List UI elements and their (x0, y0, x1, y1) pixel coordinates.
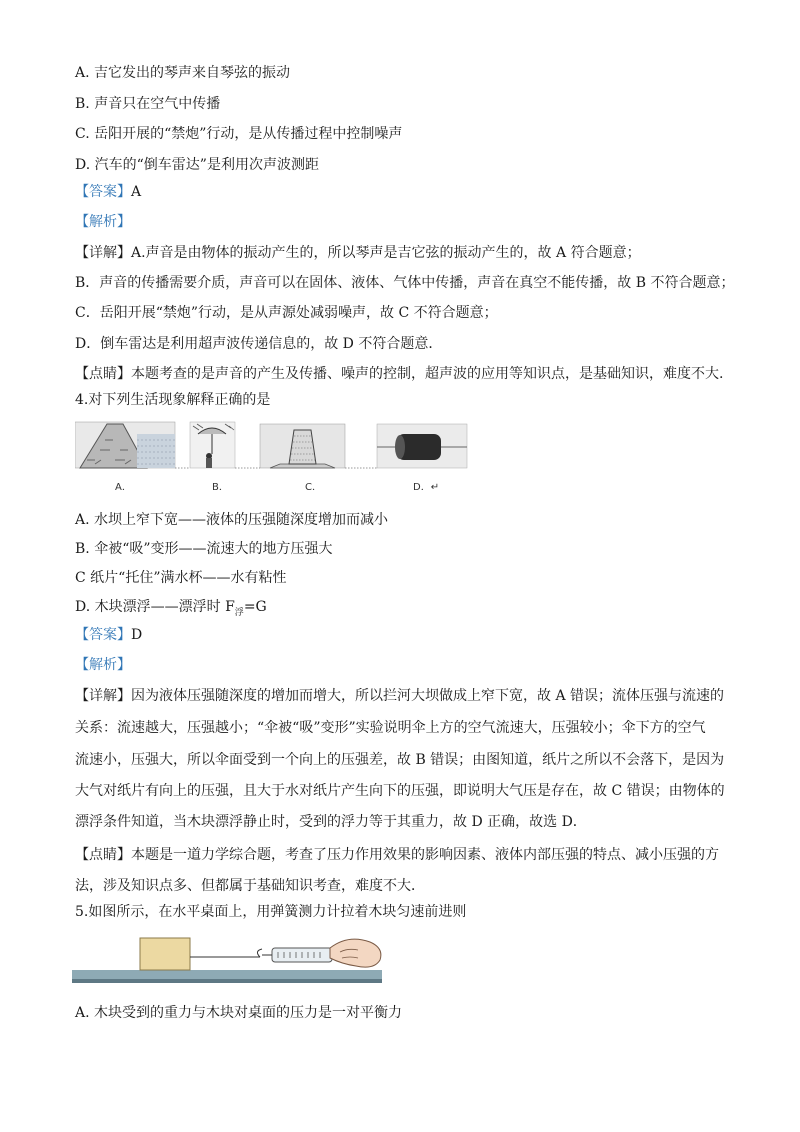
q3-option-c: C. 岳阳开展的“禁炮”行动，是从传播过程中控制噪声 (75, 126, 403, 142)
fig-label-a: A． (115, 482, 132, 493)
q4-detail-line-3: 流速小，压强大，所以伞面受到一个向上的压强差，故 B 错误；由图知道，纸片之所以不会落下，是因为 (75, 752, 725, 768)
q5-figure (72, 930, 392, 986)
q4-option-a: A. 水坝上窄下宽——液体的压强随深度增加而减小 (75, 512, 389, 528)
q3-comment-line: 【点睛】本题考查的是声音的产生及传播、噪声的控制，超声波的应用等知识点，是基础知识，难度不大. (75, 366, 724, 382)
dam-illustration (75, 422, 175, 468)
comment-tag: 【点睛】 (75, 366, 131, 382)
answer-tag: 【答案】 (75, 184, 131, 200)
q4-detail-line-1: 【详解】因为液体压强随深度的增加而增大，所以拦河大坝做成上窄下宽，故 A 错误；流体压强与流速的 (75, 688, 725, 704)
fig-label-b: B． (212, 482, 229, 493)
q3-option-b: B. 声音只在空气中传播 (75, 96, 221, 112)
q3-option-a: A. 吉它发出的琴声来自琴弦的振动 (75, 65, 291, 81)
q4-detail-line-2: 关系：流速越大，压强越小；“伞被“吸”变形”实验说明伞上方的空气流速大，压强较小；伞下方的空气 (75, 720, 706, 736)
q3-detail-line-1: 【详解】A.声音是由物体的振动产生的，所以琴声是吉它弦的振动产生的，故 A 符合题意； (75, 245, 641, 261)
q4-option-b: B. 伞被“吸”变形——流速大的地方压强大 (75, 541, 333, 557)
fig-label-c: C． (305, 482, 322, 493)
q4-detail-line-5: 漂浮条件知道，当木块漂浮静止时，受到的浮力等于其重力，故 D 正确，故选 D． (75, 814, 587, 830)
buoyancy-subscript: 浮 (234, 607, 244, 618)
q3-analysis-tag: 【解析】 (75, 214, 131, 230)
q3-detail-line-3: C．岳阳开展“禁炮”行动，是从声源处减弱噪声，故 C 不符合题意； (75, 305, 498, 321)
wood-block (140, 938, 190, 970)
q4-answer-line: 【答案】D (75, 627, 143, 643)
q4-comment-line-1: 【点睛】本题是一道力学综合题，考查了压力作用效果的影响因素、液体内部压强的特点、减小压强的方 (75, 847, 719, 863)
cup-illustration (260, 424, 345, 468)
spring-scale (257, 948, 332, 962)
q4-analysis-tag: 【解析】 (75, 657, 131, 673)
detail-tag: 【详解】 (75, 245, 131, 261)
wood-block-illustration (377, 424, 467, 468)
q5-stem: 5.如图所示，在水平桌面上，用弹簧测力计拉着木块匀速前进则 (75, 904, 467, 920)
q4-detail-line-4: 大气对纸片有向上的压强，且大于水对纸片产生向下的压强，即说明大气压是存在，故 C 错误；由物体的 (75, 783, 725, 799)
fig-label-d: D．↵ (413, 482, 440, 493)
q3-answer: A (131, 184, 142, 200)
q5-option-a: A. 木块受到的重力与木块对桌面的压力是一对平衡力 (75, 1005, 403, 1021)
q4-option-d: D. 木块漂浮——漂浮时 $F_浮=G$ (75, 599, 267, 618)
q3-detail-line-2: B．声音的传播需要介质，声音可以在固体、液体、气体中传播，声音在真空不能传播，故 B 不符合题意； (75, 275, 735, 291)
q4-figure (75, 420, 470, 495)
q4-answer: D (131, 627, 143, 643)
q3-answer-line (75, 182, 141, 202)
q4-comment-line-2: 法，涉及知识点多、但都属于基础知识考查，难度不大． (75, 878, 425, 894)
q3-option-d: D. 汽车的“倒车雷达”是利用次声波测距 (75, 157, 319, 173)
q3-detail-line-4: D．倒车雷达是利用超声波传递信息的，故 D 不符合题意． (75, 336, 443, 352)
table-surface (72, 970, 382, 983)
q4-option-c: C 纸片“托住”满水杯——水有粘性 (75, 570, 287, 586)
hand (330, 939, 381, 967)
umbrella-illustration (190, 422, 235, 468)
q4-stem: 4.对下列生活现象解释正确的是 (75, 392, 271, 408)
